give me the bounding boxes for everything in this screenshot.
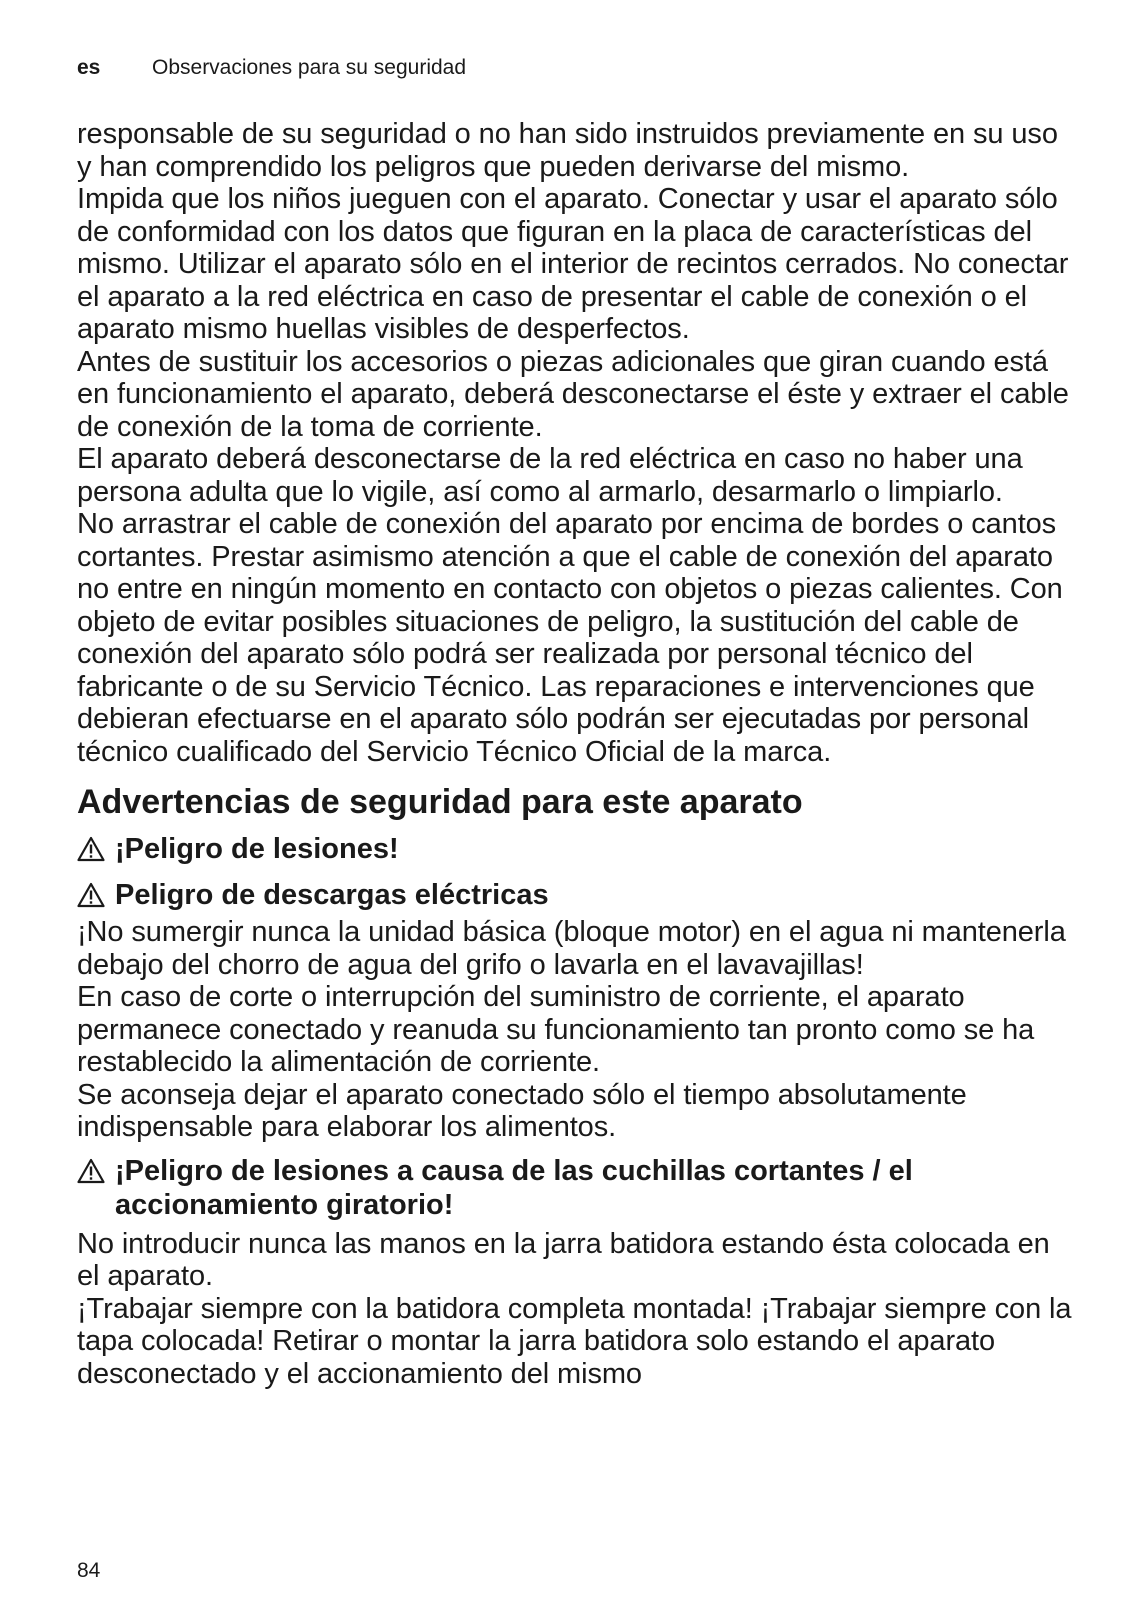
warning-paragraph: ¡No sumergir nunca la unidad básica (bloque motor) en el agua ni mantenerla debajo del chorro de agua del grifo o lavarla en el lavavajillas! [77, 916, 1066, 981]
intro-paragraph: responsable de su seguridad o no han sido instruidos previamente en su uso y han comprendido los peligros que pueden derivarse del mismo. [77, 118, 1058, 183]
warning-title: ¡Peligro de lesiones! [115, 833, 399, 865]
warning-paragraph: ¡Trabajar siempre con la batidora completa montada! ¡Trabajar siempre con la tapa colocada! Retirar o montar la jarra batidora solo estando el aparato desconectado y el accionamiento del mismo [77, 1292, 1072, 1390]
warning-triangle-icon [77, 1154, 115, 1192]
intro-paragraph: El aparato deberá desconectarse de la red eléctrica en caso no haber una persona adulta que lo vigile, así como al armarlo, desarmarlo o limpiarlo. [77, 443, 1023, 508]
warning-paragraph: No introducir nunca las manos en la jarra batidora estando ésta colocada en el aparato. [77, 1227, 1050, 1292]
warning-title: Peligro de descargas eléctricas [115, 879, 549, 911]
warning-blades [77, 1154, 1077, 1222]
warning-paragraph: Se aconseja dejar el aparato conectado sólo el tiempo absolutamente indispensable para elaborar los alimentos. [77, 1078, 967, 1143]
warning-injury [77, 832, 1077, 870]
intro-paragraph: No arrastrar el cable de conexión del aparato por encima de bordes o cantos cortantes. Prestar asimismo atención a que el cable de conexión del aparato no entre en ningún momento en contacto con objetos o piezas calientes. Con objeto de evitar posibles situaciones de peligro, la sustitución del cable de conexión del aparato sólo podrá ser realizada por personal técnico del fabricante o de su Servicio Técnico. Las reparaciones e intervenciones que debieran efectuarse en el aparato sólo podrán ser ejecutadas por personal técnico cualificado del Servicio Técnico Oficial de la marca. [77, 508, 1063, 768]
warning-triangle-icon [77, 832, 115, 870]
section-heading: Advertencias de seguridad para este aparato [77, 783, 803, 821]
page-number: 84 [77, 1559, 101, 1582]
warning-triangle-icon [77, 878, 115, 916]
section-title: Observaciones para su seguridad [152, 56, 467, 79]
page-content [77, 118, 1077, 1390]
intro-paragraph: Impida que los niños jueguen con el aparato. Conectar y usar el aparato sólo de conformidad con los datos que figuran en la placa de características del mismo. Utilizar el aparato sólo en el interior de recintos cerrados. No conectar el aparato a la red eléctrica en caso de presentar el cable de conexión o el aparato mismo huellas visibles de desperfectos. [77, 183, 1069, 345]
language-code: es [77, 56, 101, 79]
warning-paragraph: En caso de corte o interrupción del suministro de corriente, el aparato permanece conectado y reanuda su funcionamiento tan pronto como se ha restablecido la alimentación de corriente. [77, 981, 1035, 1078]
warning-title: ¡Peligro de lesiones a causa de las cuchillas cortantes / el accionamiento giratorio! [115, 1154, 913, 1221]
warning-electric-shock [77, 878, 1077, 916]
page-header [77, 55, 466, 81]
intro-paragraph: Antes de sustituir los accesorios o piezas adicionales que giran cuando está en funcionamiento el aparato, deberá desconectarse el éste y extraer el cable de conexión de la toma de corriente. [77, 345, 1069, 443]
